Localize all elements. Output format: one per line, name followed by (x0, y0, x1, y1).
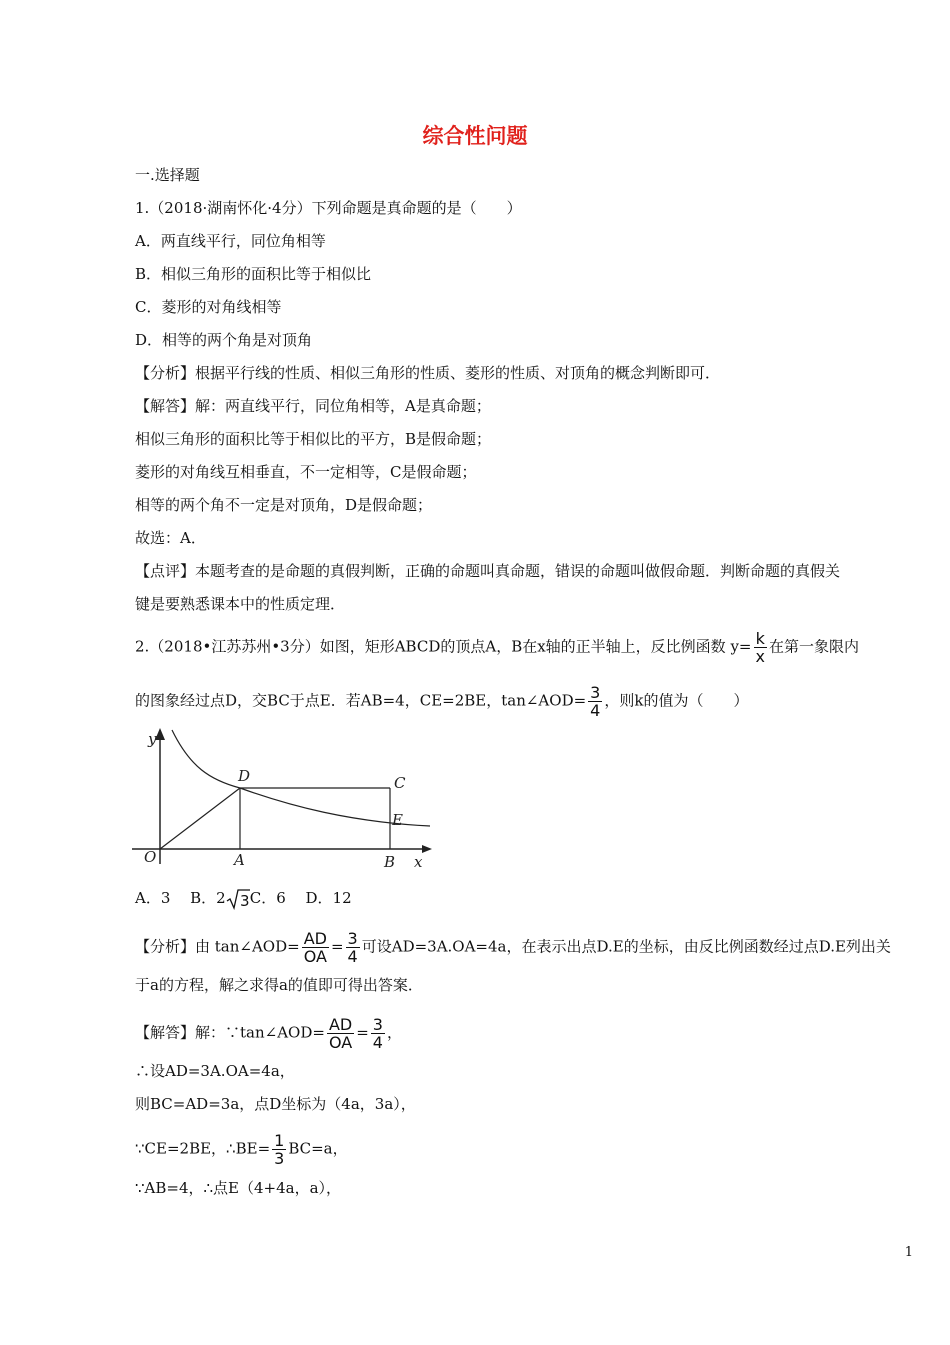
analysis-2: 【分析】由 tan∠AOD= $\frac{AD}{OA}$ = $\frac{3}{4}$ 可设AD=3A.OA=4a，在表示出点D.E的坐标，由反比例函数经过点D.E列出关 (135, 929, 891, 966)
fraction-3-over-4: $\frac{3}{4}$ (347, 929, 358, 966)
analysis-2-line-2: 于a的方程，解之求得a的值即可得出答案． (135, 976, 423, 994)
solution-1: 【解答】解：两直线平行，同位角相等，A是真命题； (135, 397, 491, 415)
question-1: 1.（2018·湖南怀化·4分）下列命题是真命题的是（ ） (135, 199, 522, 217)
solution-2-line-5: ∵AB=4，∴点E（4+4a，a）， (135, 1179, 342, 1197)
fraction-ad-over-oa: $\frac{AD}{OA}$ (303, 929, 327, 966)
analysis-1: 【分析】根据平行线的性质、相似三角形的性质、菱形的性质、对顶角的概念判断即可． (135, 364, 721, 382)
label-b: B (384, 853, 396, 871)
label-a: A (234, 851, 245, 869)
label-x: x (414, 853, 423, 871)
solution-2-line-4: ∵CE=2BE，∴BE= $\frac{1}{3}$ BC=a， (135, 1131, 348, 1168)
comment-1-line-1: 【点评】本题考查的是命题的真假判断，正确的命题叫真命题，错误的命题叫做假命题．判断命题的真假关 (135, 562, 841, 580)
radicand: 3 (239, 892, 250, 910)
sqrt-3 (226, 888, 250, 910)
label-c: C (394, 774, 406, 792)
x-axis-arrow (422, 845, 432, 853)
radical-sign (226, 888, 250, 910)
option-a: A．两直线平行，同位角相等 (135, 232, 326, 250)
y-axis-arrow (155, 728, 165, 740)
question-2-line-2: 的图象经过点D，交BC于点E．若AB=4，CE=2BE，tan∠AOD= $\frac{3}{4}$ ，则k的值为（ ） (135, 683, 749, 720)
option-b: B．相似三角形的面积比等于相似比 (135, 265, 372, 283)
page-title: 综合性问题 (422, 124, 528, 148)
section-heading: 一.选择题 (135, 166, 200, 184)
fraction-1-over-3: $\frac{1}{3}$ (274, 1131, 285, 1168)
fraction-3-over-4: $\frac{3}{4}$ (590, 683, 601, 720)
option-d: D．相等的两个角是对顶角 (135, 331, 313, 349)
solution-1-line-3: 菱形的对角线互相垂直，不一定相等，C是假命题； (135, 463, 477, 481)
solution-1-answer: 故选：A． (135, 529, 206, 547)
page-number: 1 (904, 1245, 913, 1260)
solution-2: 【解答】解：∵tan∠AOD= $\frac{AD}{OA}$ = $\frac{3}{4}$ ， (135, 1015, 402, 1052)
question-2: 2.（2018•江苏苏州•3分）如图，矩形ABCD的顶点A，B在x轴的正半轴上，反比例函数 y= $\frac{k}{x}$ 在第一象限内 (135, 629, 859, 666)
solution-1-line-4: 相等的两个角不一定是对顶角，D是假命题； (135, 496, 433, 514)
solution-1-line-2: 相似三角形的面积比等于相似比的平方，B是假命题； (135, 430, 492, 448)
option-c: C．菱形的对角线相等 (135, 298, 282, 316)
label-e: E (392, 811, 403, 829)
label-o: O (144, 848, 157, 866)
solution-2-line-3: 则BC=AD=3a，点D坐标为（4a，3a）， (135, 1095, 416, 1113)
question-2-options: A．3 B．2 3 C．6 D．12 (135, 889, 352, 910)
segment-od (160, 788, 240, 849)
solution-2-line-2: ∴设AD=3A.OA=4a， (135, 1062, 295, 1080)
fraction-k-over-x: $\frac{k}{x}$ (755, 629, 765, 666)
label-d: D (238, 767, 251, 785)
fraction-3-over-4: $\frac{3}{4}$ (372, 1015, 383, 1052)
graph-figure (130, 722, 440, 872)
label-y: y (148, 730, 157, 748)
comment-1-line-2: 键是要熟悉课本中的性质定理． (135, 595, 346, 613)
fraction-ad-over-oa: $\frac{AD}{OA}$ (328, 1015, 353, 1052)
